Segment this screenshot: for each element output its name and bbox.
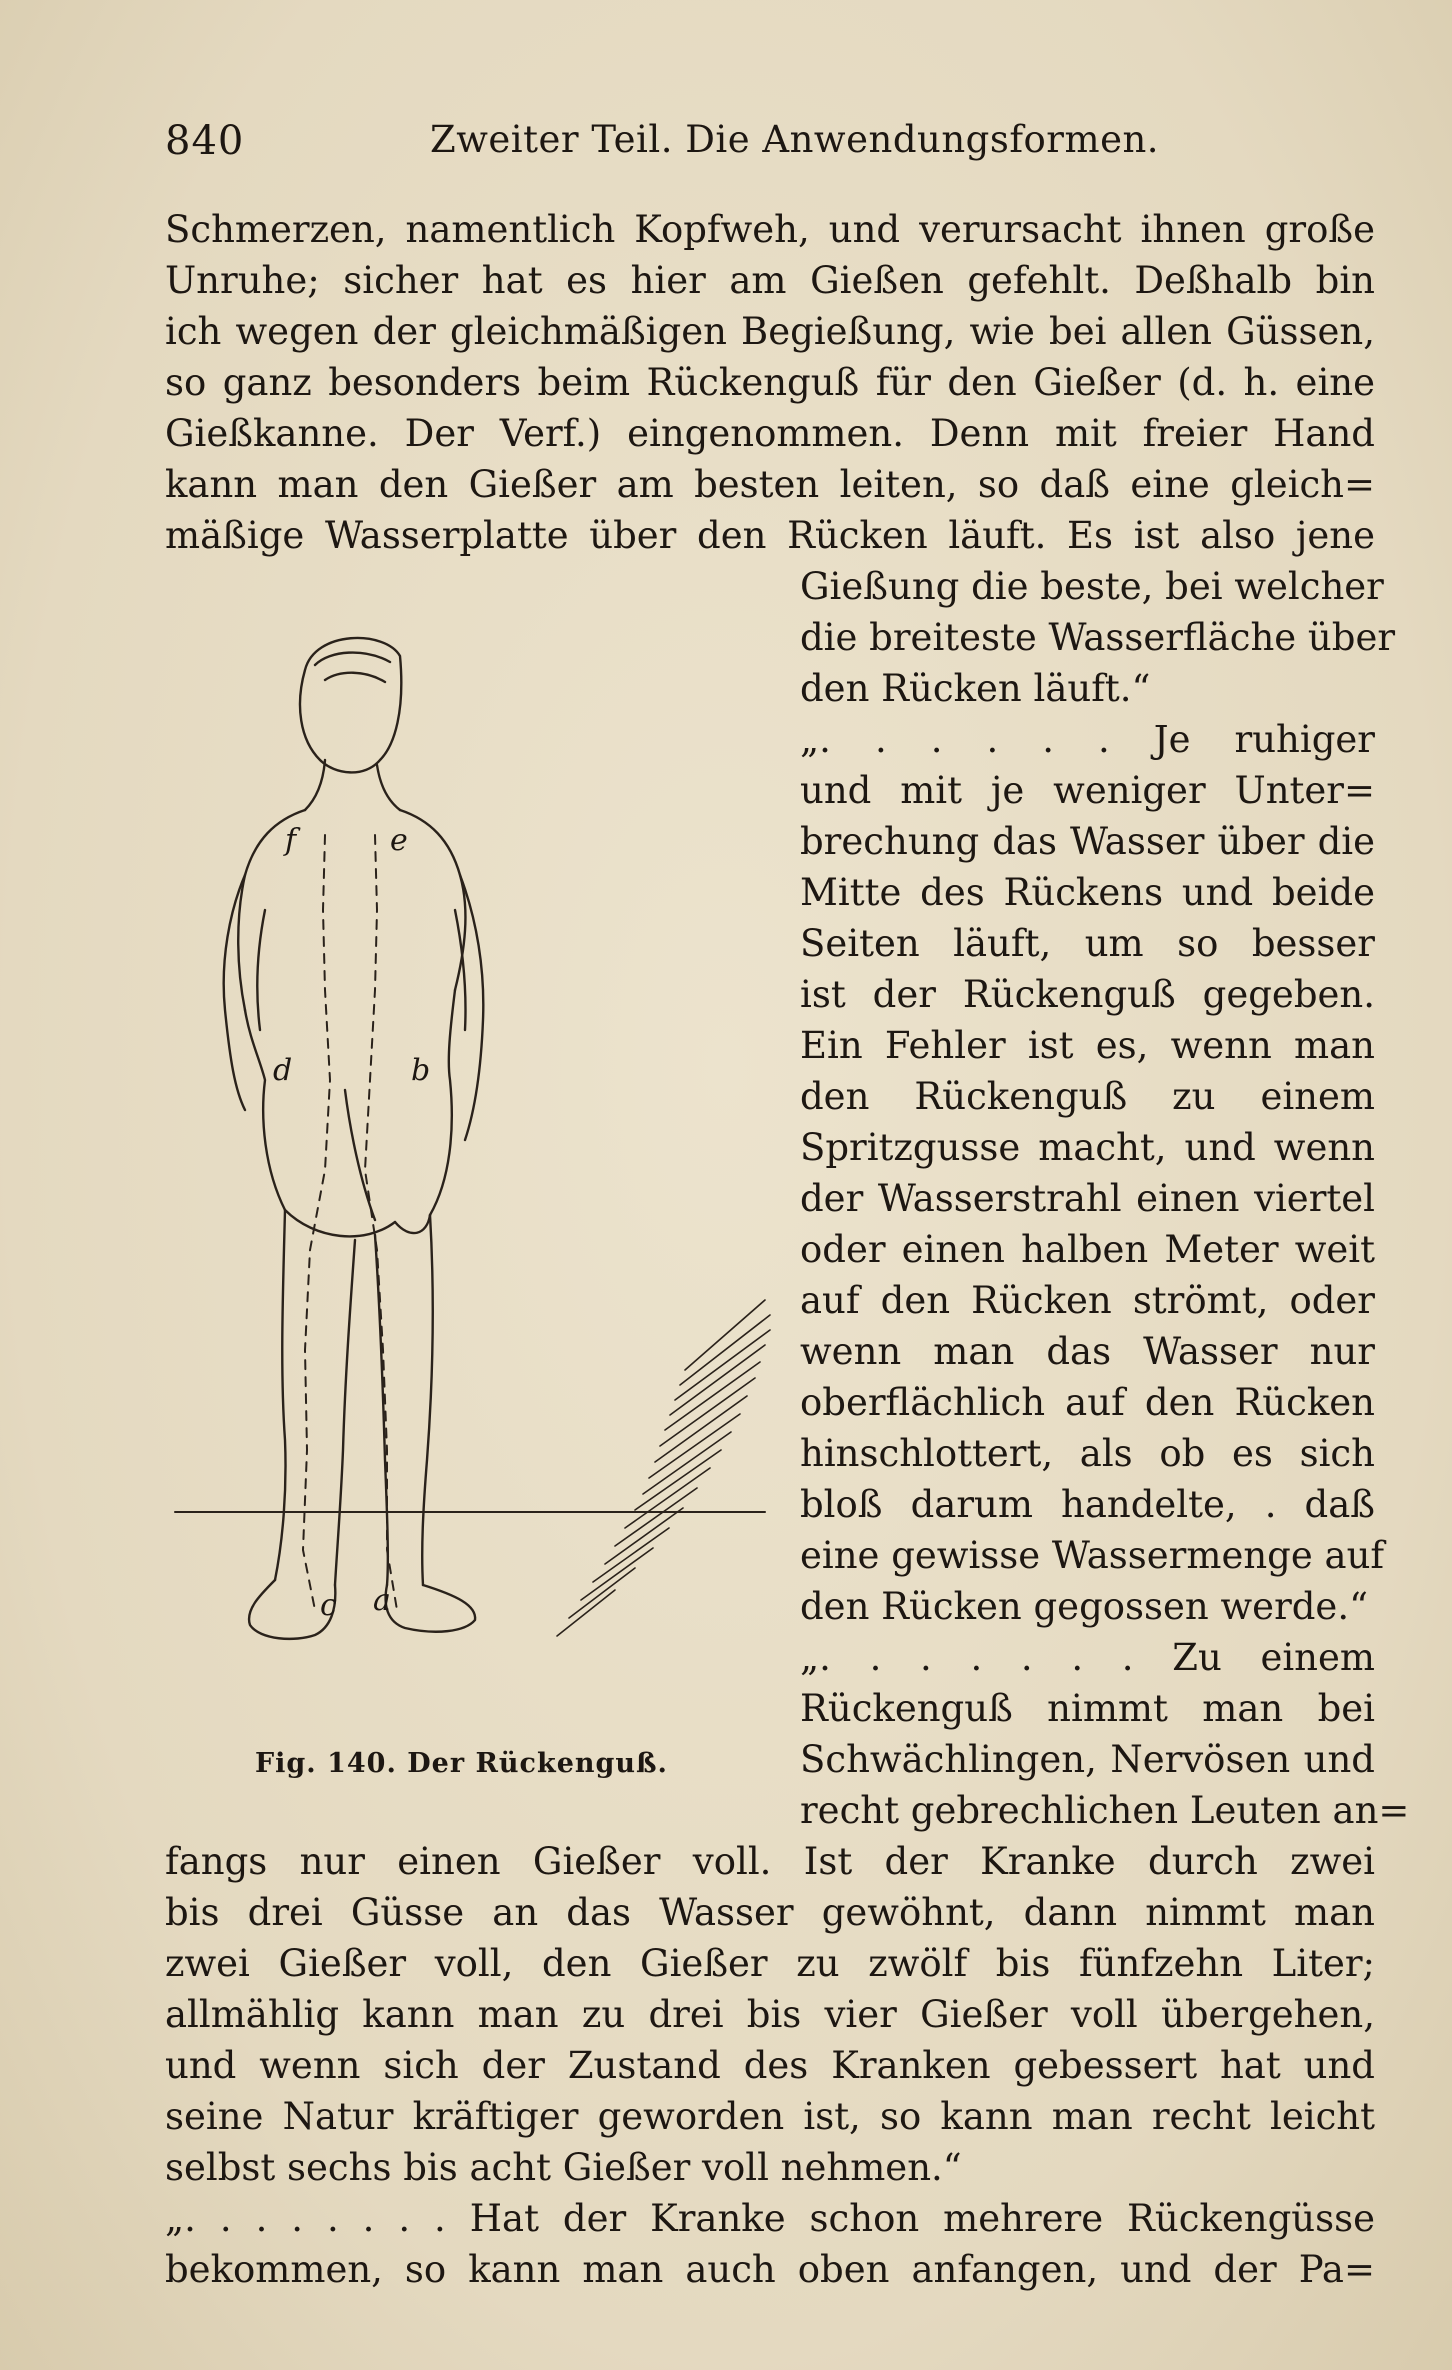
label-b: b (411, 1053, 431, 1088)
column-line: Schwächlingen, Nervösen und (800, 1738, 1375, 1781)
page-number: 840 (165, 118, 245, 164)
column-line: Rückenguß nimmt man bei (800, 1687, 1375, 1730)
back-view-figure-illustration (165, 610, 785, 1750)
text-line: „. . . . . . . . Hat der Kranke schon mehrere Rückengüsse (165, 2197, 1375, 2240)
label-a: a (373, 1583, 391, 1618)
figure-140 (165, 610, 785, 1760)
column-line: „. . . . . . Je ruhiger (800, 718, 1375, 761)
column-line: ist der Rückenguß gegeben. (800, 973, 1375, 1016)
column-line: eine gewisse Wassermenge auf (800, 1534, 1385, 1577)
column-line: auf den Rücken strömt, oder (800, 1279, 1375, 1322)
shadow-hatching (557, 1300, 770, 1636)
label-f: f (285, 823, 297, 858)
text-line: so ganz besonders beim Rückenguß für den Gießer (d. h. eine (165, 361, 1375, 404)
text-line: mäßige Wasserplatte über den Rücken läuft. Es ist also jene (165, 514, 1375, 557)
text-line: bekommen, so kann man auch oben anfangen, und der Pa= (165, 2248, 1375, 2291)
column-line: Gießung die beste, bei welcher (800, 565, 1384, 608)
text-line: zwei Gießer voll, den Gießer zu zwölf bis fünfzehn Liter; (165, 1942, 1375, 1985)
column-line: wenn man das Wasser nur (800, 1330, 1375, 1373)
text-line: fangs nur einen Gießer voll. Ist der Kranke durch zwei (165, 1840, 1375, 1883)
column-line: Spritzgusse macht, und wenn (800, 1126, 1375, 1169)
text-line: und wenn sich der Zustand des Kranken gebessert hat und (165, 2044, 1375, 2087)
text-line: kann man den Gießer am besten leiten, so daß eine gleich= (165, 463, 1375, 506)
column-line: hinschlottert, als ob es sich (800, 1432, 1375, 1475)
text-line: allmählig kann man zu drei bis vier Gießer voll übergehen, (165, 1993, 1375, 2036)
column-line: die breiteste Wasserfläche über (800, 616, 1396, 659)
text-line: Unruhe; sicher hat es hier am Gießen gefehlt. Deßhalb bin (165, 259, 1375, 302)
label-e: e (390, 823, 408, 858)
text-line: seine Natur kräftiger geworden ist, so kann man recht leicht (165, 2095, 1375, 2138)
text-line: selbst sechs bis acht Gießer voll nehmen.“ (165, 2146, 962, 2189)
figure-caption: Fig. 140. Der Rückenguß. (255, 1748, 668, 1779)
column-line: Mitte des Rückens und beide (800, 871, 1375, 914)
column-line: oder einen halben Meter weit (800, 1228, 1375, 1271)
column-line: oberflächlich auf den Rücken (800, 1381, 1375, 1424)
column-line: brechung das Wasser über die (800, 820, 1375, 863)
text-line: Schmerzen, namentlich Kopfweh, und verursacht ihnen große (165, 208, 1375, 251)
column-line: recht gebrechlichen Leuten an= (800, 1789, 1410, 1832)
column-line: den Rücken läuft.“ (800, 667, 1151, 710)
text-line: ich wegen der gleichmäßigen Begießung, wie bei allen Güssen, (165, 310, 1375, 353)
column-line: den Rückenguß zu einem (800, 1075, 1375, 1118)
column-line: den Rücken gegossen werde.“ (800, 1585, 1369, 1628)
text-line: Gießkanne. Der Verf.) eingenommen. Denn mit freier Hand (165, 412, 1375, 455)
column-line: Ein Fehler ist es, wenn man (800, 1024, 1375, 1067)
text-line: bis drei Güsse an das Wasser gewöhnt, dann nimmt man (165, 1891, 1375, 1934)
column-line: und mit je weniger Unter= (800, 769, 1375, 812)
column-line: der Wasserstrahl einen viertel (800, 1177, 1375, 1220)
page-header (165, 118, 1385, 178)
column-line: „. . . . . . . Zu einem (800, 1636, 1375, 1679)
water-path-lines (303, 835, 397, 1610)
label-d: d (273, 1053, 293, 1088)
column-line: bloß darum handelte, . daß (800, 1483, 1375, 1526)
column-line: Seiten läuft, um so besser (800, 922, 1375, 965)
label-c: c (320, 1588, 337, 1623)
running-head: Zweiter Teil. Die Anwendungsformen. (430, 118, 1160, 161)
